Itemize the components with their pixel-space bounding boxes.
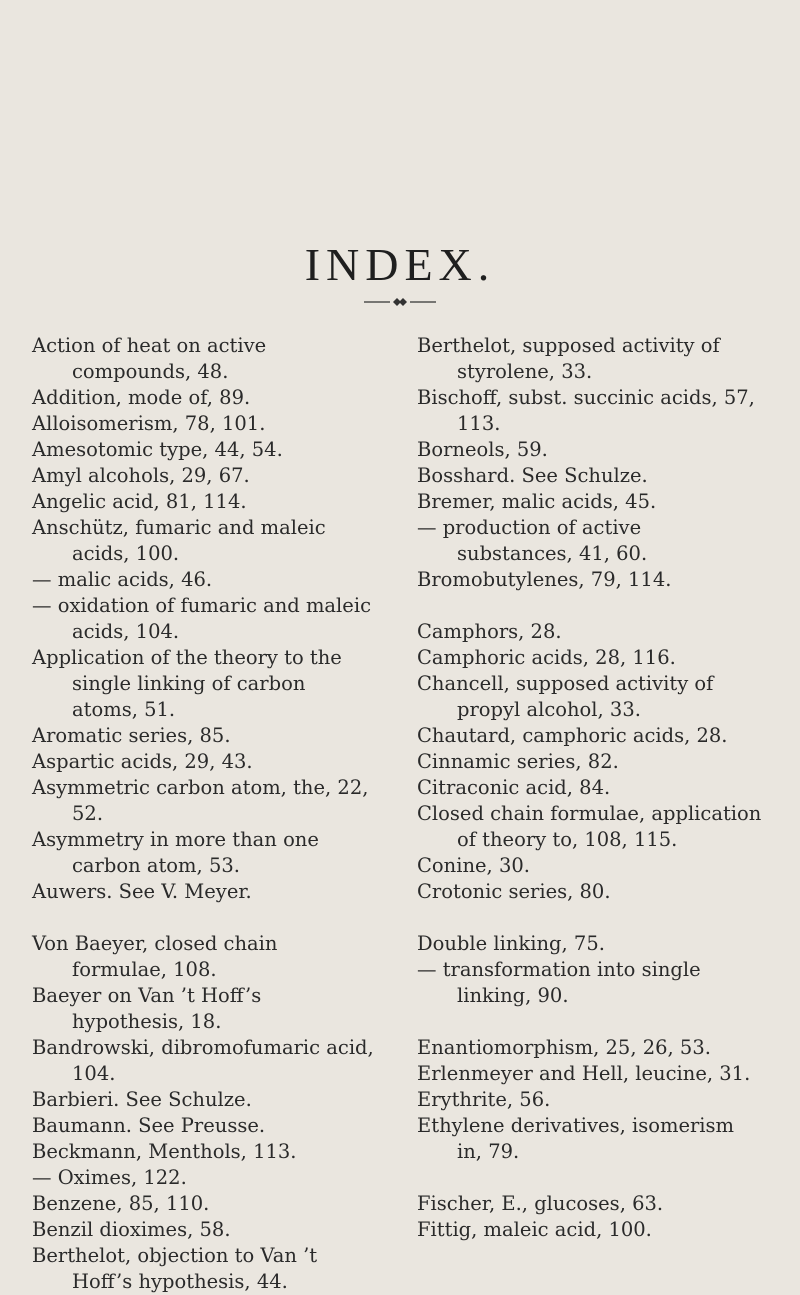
index-entry: Application of the theory to the single linking of carbon atoms, 51. xyxy=(32,646,342,721)
index-entry: Beckmann, Menthols, 113. xyxy=(32,1140,297,1163)
index-entry: Berthelot, supposed activity of styrolene, 33. xyxy=(417,334,720,383)
index-entry: Bischoff, subst. succinic acids, 57, 113. xyxy=(417,386,755,435)
index-entry: Chancell, supposed activity of propyl alcohol, 33. xyxy=(417,672,714,721)
index-entry: Aspartic acids, 29, 43. xyxy=(32,750,253,773)
index-entry: Bosshard. See Schulze. xyxy=(417,464,648,487)
index-entry: Action of heat on active compounds, 48. xyxy=(32,334,267,383)
index-entry: Conine, 30. xyxy=(417,854,530,877)
index-entry: Benzene, 85, 110. xyxy=(32,1192,210,1215)
index-entry: Asymmetry in more than one carbon atom, 53. xyxy=(32,828,319,877)
index-entry: — malic acids, 46. xyxy=(32,568,213,591)
index-entry: Barbieri. See Schulze. xyxy=(32,1088,252,1111)
index-entry: Bromobutylenes, 79, 114. xyxy=(417,568,672,591)
index-entry: — Oximes, 122. xyxy=(32,1166,187,1189)
index-entry: Camphors, 28. xyxy=(417,620,562,643)
index-entry: Von Baeyer, closed chain formulae, 108. xyxy=(32,932,278,981)
index-entry: Benzil dioximes, 58. xyxy=(32,1218,231,1241)
index-entry: Citraconic acid, 84. xyxy=(417,776,611,799)
index-column-right xyxy=(417,333,762,1243)
index-entry: — production of active substances, 41, 60. xyxy=(417,516,648,565)
index-entry: Closed chain formulae, application of theory to, 108, 115. xyxy=(417,802,762,851)
index-entry: Ethylene derivatives, isomerism in, 79. xyxy=(417,1114,735,1163)
index-column-left xyxy=(32,333,377,1295)
index-entry: — oxidation of fumaric and maleic acids, 104. xyxy=(32,594,371,643)
index-entry: Bremer, malic acids, 45. xyxy=(417,490,657,513)
index-entry: Crotonic series, 80. xyxy=(417,880,611,903)
index-entry: — transformation into single linking, 90. xyxy=(417,958,701,1007)
index-entry: Aromatic series, 85. xyxy=(32,724,231,747)
index-entry: Enantiomorphism, 25, 26, 53. xyxy=(417,1036,711,1059)
index-entry: Chautard, camphoric acids, 28. xyxy=(417,724,728,747)
index-entry: Angelic acid, 81, 114. xyxy=(32,490,247,513)
index-entry: Auwers. See V. Meyer. xyxy=(32,880,252,903)
index-entry: Berthelot, objection to Van ’t Hoff’s hypothesis, 44. xyxy=(32,1244,318,1293)
ornament-rule-icon xyxy=(360,296,440,308)
index-entry: Cinnamic series, 82. xyxy=(417,750,619,773)
index-entry: Baumann. See Preusse. xyxy=(32,1114,266,1137)
index-entry: Erythrite, 56. xyxy=(417,1088,551,1111)
index-entry: Amesotomic type, 44, 54. xyxy=(32,438,283,461)
index-entry: Double linking, 75. xyxy=(417,932,605,955)
index-entry: Alloisomerism, 78, 101. xyxy=(32,412,266,435)
index-entry: Amyl alcohols, 29, 67. xyxy=(32,464,250,487)
index-entry: Addition, mode of, 89. xyxy=(32,386,251,409)
index-entry: Erlenmeyer and Hell, leucine, 31. xyxy=(417,1062,751,1085)
index-entry: Fittig, maleic acid, 100. xyxy=(417,1218,652,1241)
index-entry: Anschütz, fumaric and maleic acids, 100. xyxy=(32,516,326,565)
index-entry: Borneols, 59. xyxy=(417,438,548,461)
index-entry: Bandrowski, dibromofumaric acid, 104. xyxy=(32,1036,374,1085)
index-entry: Fischer, E., glucoses, 63. xyxy=(417,1192,664,1215)
page-title: INDEX. xyxy=(304,239,496,290)
index-entry: Camphoric acids, 28, 116. xyxy=(417,646,676,669)
index-entry: Baeyer on Van ’t Hoff’s hypothesis, 18. xyxy=(32,984,262,1033)
index-entry: Asymmetric carbon atom, the, 22, 52. xyxy=(32,776,369,825)
